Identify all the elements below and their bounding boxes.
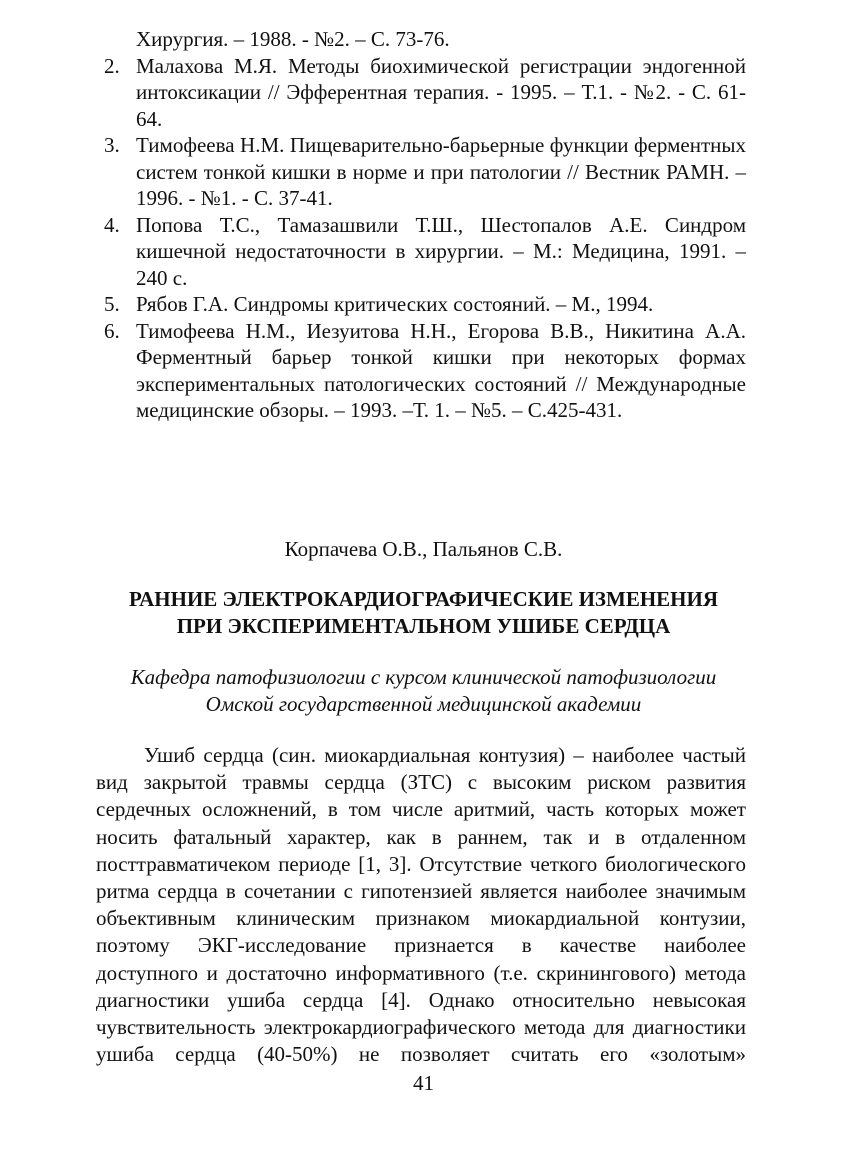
article-affiliation bbox=[60, 664, 787, 718]
body-line: посттравматичеком периоде [1, 3]. Отсутствие четкого биологического bbox=[96, 851, 746, 876]
article-title-line: РАННИЕ ЭЛЕКТРОКАРДИОГРАФИЧЕСКИЕ ИЗМЕНЕНИЯ bbox=[128, 587, 719, 611]
body-line: носить фатальный характер, как в раннем, так и в отдаленном bbox=[96, 824, 746, 849]
body-line: объективным клиническим признаком миокардиальной контузии, bbox=[96, 906, 746, 931]
reference-item bbox=[96, 318, 746, 424]
body-line: диагностики ушиба сердца [4]. Однако относительно невысокая bbox=[96, 987, 746, 1012]
reference-item bbox=[96, 212, 746, 292]
body-line: поэтому ЭКГ-исследование признается в качестве наиболее bbox=[96, 933, 746, 958]
reference-list bbox=[96, 26, 746, 424]
reference-item bbox=[96, 53, 746, 133]
article-authors: Корпачева О.В., Пальянов С.В. bbox=[284, 537, 563, 561]
reference-number: 5. bbox=[104, 292, 120, 316]
reference-text: Тимофеева Н.М. Пищеварительно-барьерные функции ферментных систем тонкой кишки в норме и при патологии // Вестник РАМН. – 1996. - №1. - С. 37-41. bbox=[136, 133, 746, 210]
body-line: чувствительность электрокардиографического метода для диагностики bbox=[96, 1015, 746, 1040]
reference-item bbox=[96, 291, 746, 318]
page-number: 41 bbox=[413, 1071, 434, 1095]
body-line: сердечных осложнений, в том числе аритмий, часть которых может bbox=[96, 797, 746, 822]
body-line: ушиба сердца (40-50%) не позволяет считать его «золотым» bbox=[96, 1042, 746, 1067]
body-line: доступного и достаточно информативного (т.е. скринингового) метода bbox=[96, 960, 746, 985]
reference-number: 4. bbox=[104, 212, 120, 237]
affiliation-line: Омской государственной медицинской академии bbox=[205, 692, 642, 716]
reference-item bbox=[96, 132, 746, 212]
body-line: вид закрытой травмы сердца (ЗТС) с высоким риском развития bbox=[96, 770, 746, 795]
article-title-line: ПРИ ЭКСПЕРИМЕНТАЛЬНОМ УШИБЕ СЕРДЦА bbox=[176, 614, 671, 638]
reference-text: Малахова М.Я. Методы биохимической регистрации эндогенной интоксикации // Эфферентная терапия. - 1995. – Т.1. - №2. - С. 61-64. bbox=[136, 53, 746, 131]
article-title bbox=[60, 586, 787, 640]
body-line: Ушиб сердца (син. миокардиальная контузия) – наиболее частый bbox=[144, 743, 746, 767]
reference-text: Тимофеева Н.М., Иезуитова Н.Н., Егорова В.В., Никитина А.А. Ферментный барьер тонкой кишки при некоторых формах экспериментальных патологических состояний // Международные медицинские обзоры. – 1993. –Т. 1. – №5. – С.425-431. bbox=[136, 318, 746, 422]
reference-continuation: Хирургия. – 1988. - №2. – С. 73-76. bbox=[136, 27, 450, 51]
reference-text: Попова Т.С., Тамазашвили Т.Ш., Шестопалов А.Е. Синдром кишечной недостаточности в хирургии. – М.: Медицина, 1991. – 240 с. bbox=[136, 212, 746, 290]
reference-text: Рябов Г.А. Синдромы критических состояний. – М., 1994. bbox=[136, 292, 654, 316]
reference-number: 3. bbox=[104, 133, 120, 157]
affiliation-line: Кафедра патофизиологии с курсом клинической патофизиологии bbox=[130, 665, 717, 689]
reference-number: 2. bbox=[104, 53, 120, 78]
article-body bbox=[96, 742, 746, 1068]
reference-number: 6. bbox=[104, 318, 120, 343]
body-line: ритма сердца в сочетании с гипотензией является наиболее значимым bbox=[96, 879, 746, 904]
